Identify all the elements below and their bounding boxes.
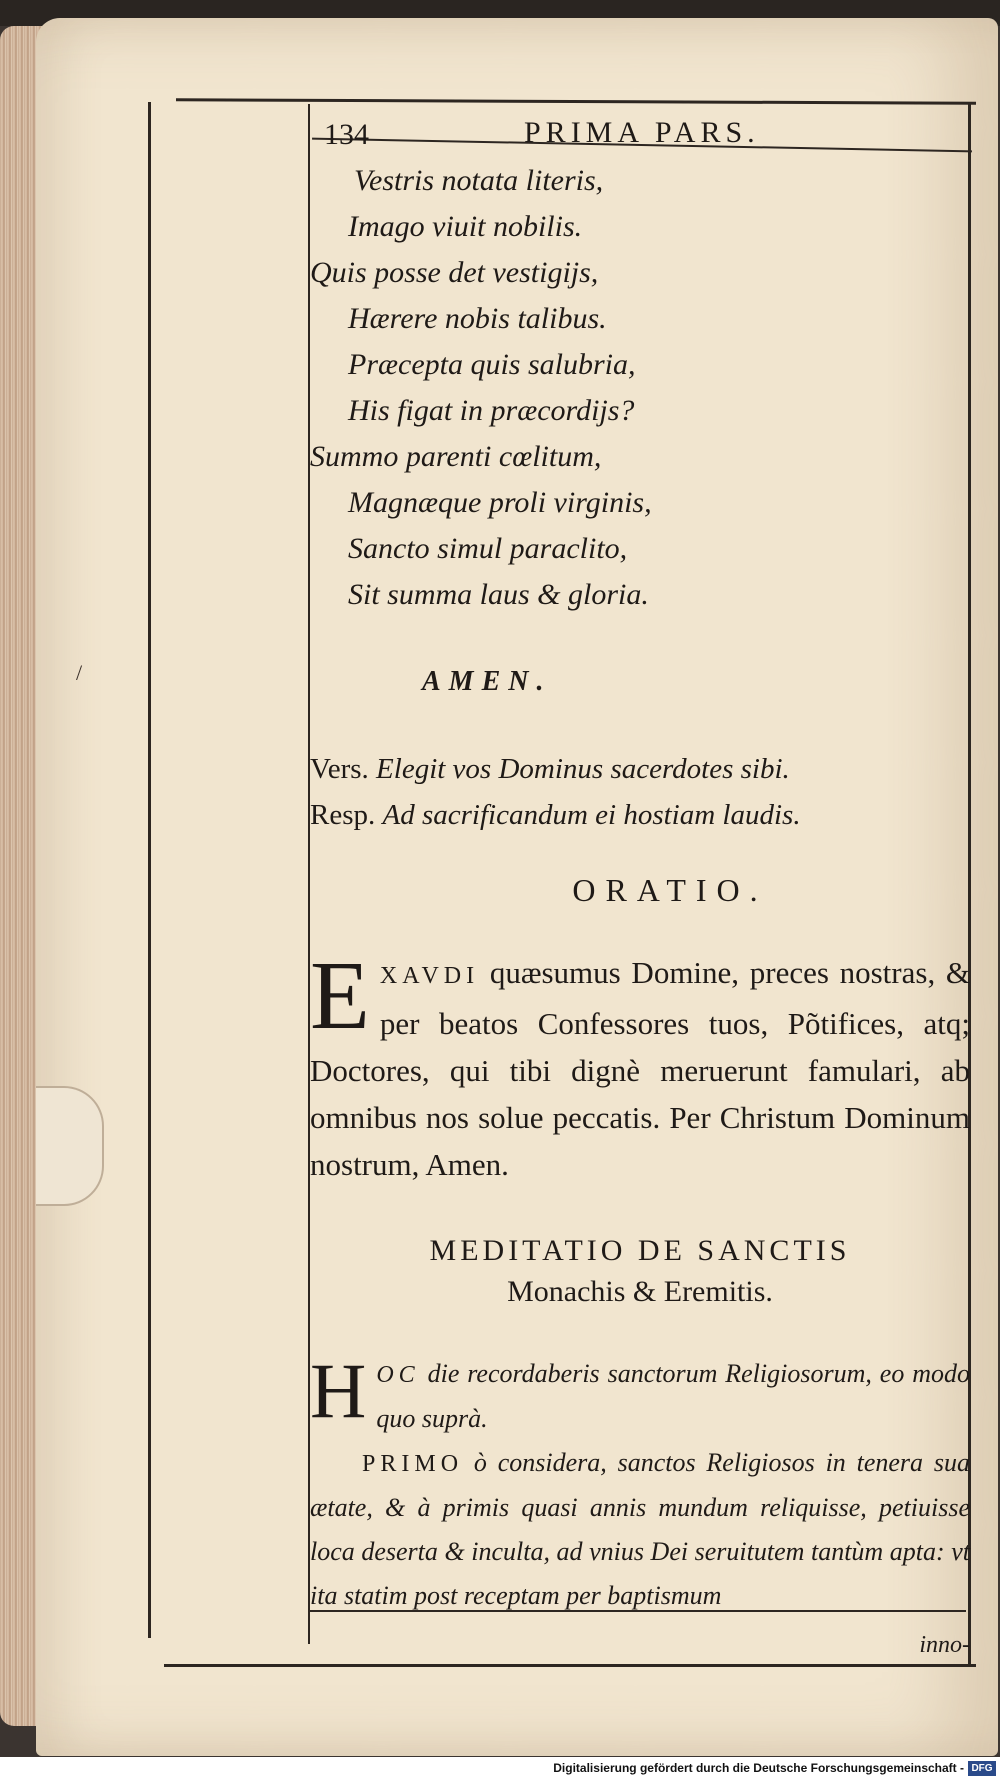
meditatio-heading: MEDITATIO DE SANCTIS xyxy=(429,1234,851,1267)
meditatio-intro: die recordaberis sanctorum Religiosorum, eo modo quo suprà. xyxy=(376,1359,971,1433)
first-word: XAVDI xyxy=(379,963,480,989)
catchword: inno- xyxy=(919,1632,970,1658)
verse-line: Præcepta quis salubria, xyxy=(348,348,636,381)
hymn-verses xyxy=(310,158,970,618)
running-head: PRIMA PARS. xyxy=(524,116,760,149)
primo-paragraph xyxy=(310,1441,970,1618)
versicle-text: Elegit vos Dominus sacerdotes sibi. xyxy=(376,753,790,785)
oratio-heading: ORATIO. xyxy=(572,872,768,908)
amen-line: AMEN. xyxy=(422,666,552,697)
verse-line: Imago viuit nobilis. xyxy=(348,210,583,243)
left-frame-rule xyxy=(148,102,151,1638)
versicle-response xyxy=(310,746,970,838)
oratio-body: quæsumus Domine, preces nostras, & per beatos Confessores tuos, Põtifices, atq; Doctores, qui tibi dignè meruerunt famulari, ab omnibus nos solue peccatis. Per Christum Dominum nostrum, Amen. xyxy=(310,955,971,1182)
verse-line: Magnæque proli virginis, xyxy=(348,486,652,519)
verse-line: Quis posse det vestigijs, xyxy=(310,256,599,289)
page-text-block xyxy=(310,110,970,1618)
footer-credit: Digitalisierung gefördert durch die Deutsche Forschungsgemeinschaft - xyxy=(553,1761,964,1775)
page-header xyxy=(310,110,970,158)
primo-word: PRIMO xyxy=(362,1451,464,1477)
response xyxy=(310,792,970,838)
versicle xyxy=(310,746,970,792)
meditatio-subheading: Monachis & Eremitis. xyxy=(507,1275,773,1308)
drop-capital: H xyxy=(310,1347,367,1434)
bottom-frame-rule xyxy=(164,1664,976,1667)
first-word: OC xyxy=(376,1362,420,1388)
verse-line: Hærere nobis talibus. xyxy=(348,302,607,335)
verse-line: Vestris notata literis, xyxy=(354,164,604,197)
verse-line: Sancto simul paraclito, xyxy=(348,532,628,565)
drop-capital: E xyxy=(310,942,370,1050)
verse-line: Summo parenti cœlitum, xyxy=(310,440,602,473)
verse-line: His figat in præcordijs? xyxy=(348,394,635,427)
versicle-label: Vers. xyxy=(310,753,369,785)
response-text: Ad sacrificandum ei hostiam laudis. xyxy=(382,799,801,831)
primo-text: ò considera, sanctos Religiosos in tenera sua ætate, & à primis quasi annis mundum reliquisse, petiuisse loca deserta & inculta, ad vnius Dei seruitutem tantùm apta: vt ita statim post receptam per baptismum xyxy=(310,1448,971,1610)
ink-mark: / xyxy=(76,660,83,685)
footer-bar xyxy=(0,1757,1000,1779)
verse-line: Sit summa laus & gloria. xyxy=(348,578,649,611)
page-tab-marker xyxy=(36,1086,104,1206)
response-label: Resp. xyxy=(310,799,376,831)
oratio-paragraph xyxy=(310,942,971,1188)
page-number: 134 xyxy=(324,118,369,151)
meditatio-paragraph xyxy=(310,1347,971,1441)
dfg-logo: DFG xyxy=(968,1761,996,1776)
